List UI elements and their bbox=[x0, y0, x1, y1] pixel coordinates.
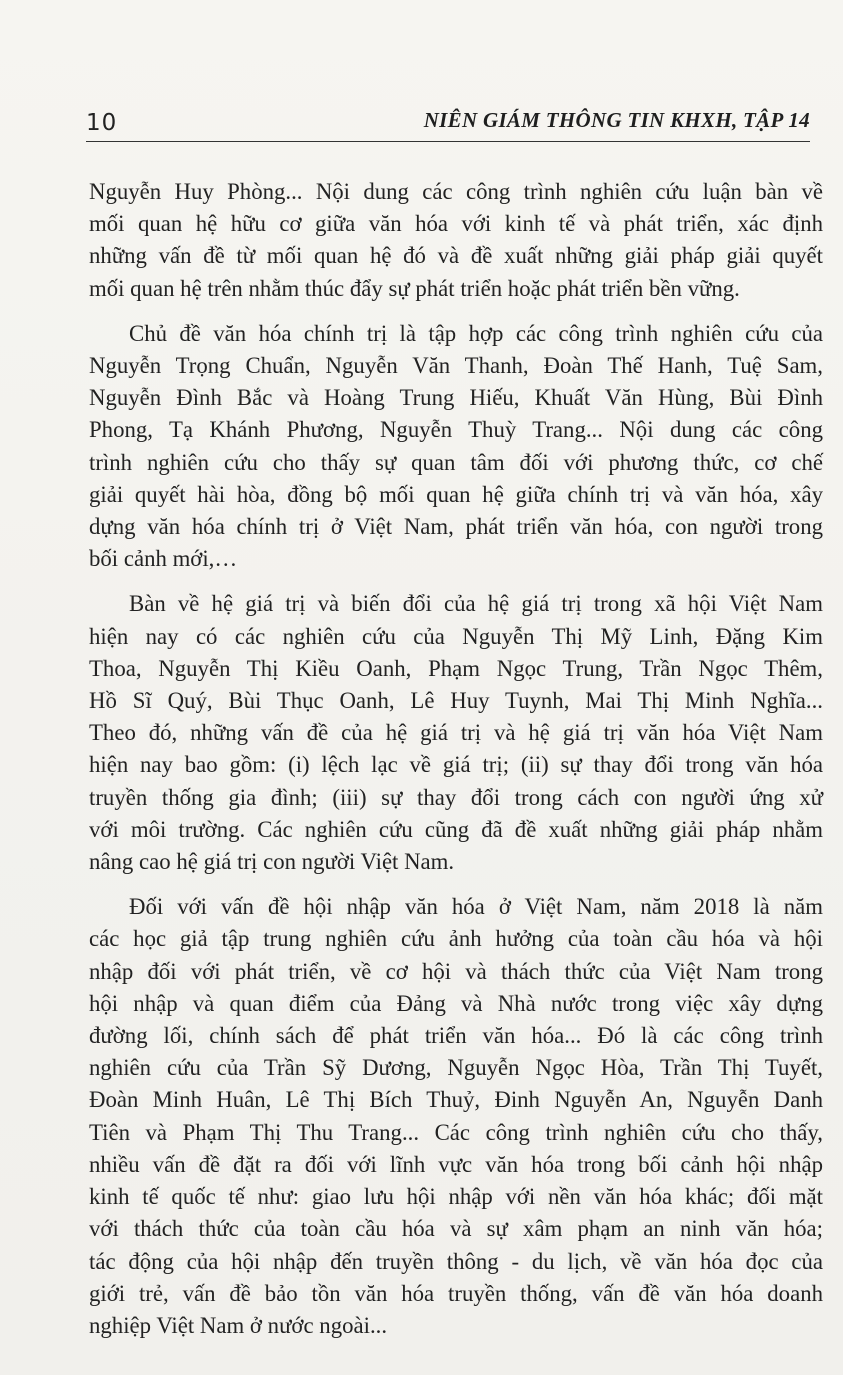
page-header bbox=[86, 104, 810, 144]
header-rule bbox=[86, 141, 810, 142]
text-line: nâng cao hệ giá trị con người Việt Nam. bbox=[89, 849, 455, 875]
text-line: những vấn đề từ mối quan hệ đó và đề xuất những giải pháp giải quyết bbox=[89, 243, 823, 269]
text-line: Nguyễn Đình Bắc và Hoàng Trung Hiếu, Khuất Văn Hùng, Bùi Đình bbox=[89, 385, 823, 411]
text-line: Theo đó, những vấn đề của hệ giá trị và hệ giá trị văn hóa Việt Nam bbox=[89, 720, 823, 746]
text-line: bối cảnh mới,… bbox=[89, 546, 238, 572]
text-line: giải quyết hài hòa, đồng bộ mối quan hệ giữa chính trị và văn hóa, xây bbox=[89, 481, 823, 507]
paragraph-3 bbox=[89, 588, 823, 878]
text-line: các học giả tập trung nghiên cứu ảnh hưởng của toàn cầu hóa và hội bbox=[89, 926, 823, 952]
text-line: nhiều vấn đề đặt ra đối với lĩnh vực văn hóa trong bối cảnh hội nhập bbox=[89, 1151, 823, 1177]
text-line: Đoàn Minh Huân, Lê Thị Bích Thuỷ, Đinh Nguyễn An, Nguyễn Danh bbox=[89, 1087, 823, 1113]
text-line: Thoa, Nguyễn Thị Kiều Oanh, Phạm Ngọc Trung, Trần Ngọc Thêm, bbox=[89, 655, 823, 681]
text-line: kinh tế quốc tế như: giao lưu hội nhập với nền văn hóa khác; đối mặt bbox=[89, 1184, 823, 1210]
body-text bbox=[89, 176, 823, 1342]
text-line: Đối với vấn đề hội nhập văn hóa ở Việt Nam, năm 2018 là năm bbox=[129, 894, 823, 920]
text-line: Bàn về hệ giá trị và biến đổi của hệ giá trị trong xã hội Việt Nam bbox=[129, 591, 823, 617]
text-line: mối quan hệ trên nhằm thúc đẩy sự phát triển hoặc phát triển bền vững. bbox=[89, 275, 740, 301]
text-line: Chủ đề văn hóa chính trị là tập hợp các công trình nghiên cứu của bbox=[129, 320, 823, 346]
text-line: hội nhập và quan điểm của Đảng và Nhà nước trong việc xây dựng bbox=[89, 990, 823, 1016]
text-line: trình nghiên cứu cho thấy sự quan tâm đối với phương thức, cơ chế bbox=[89, 449, 823, 475]
text-line: truyền thống gia đình; (iii) sự thay đổi trong cách con người ứng xử bbox=[89, 784, 823, 810]
text-line: Nguyễn Trọng Chuẩn, Nguyễn Văn Thanh, Đoàn Thế Hanh, Tuệ Sam, bbox=[89, 353, 823, 379]
text-line: Phong, Tạ Khánh Phương, Nguyễn Thuỳ Trang... Nội dung các công bbox=[89, 417, 823, 443]
paragraph-1 bbox=[89, 176, 823, 305]
text-line: nghiệp Việt Nam ở nước ngoài... bbox=[89, 1312, 388, 1338]
paragraph-4 bbox=[89, 891, 823, 1342]
text-line: Hồ Sĩ Quý, Bùi Thục Oanh, Lê Huy Tuynh, Mai Thị Minh Nghĩa... bbox=[89, 688, 823, 714]
text-line: nghiên cứu của Trần Sỹ Dương, Nguyễn Ngọc Hòa, Trần Thị Tuyết, bbox=[89, 1055, 823, 1081]
text-line: giới trẻ, vấn đề bảo tồn văn hóa truyền thống, vấn đề văn hóa doanh bbox=[89, 1280, 823, 1306]
text-line: hiện nay bao gồm: (i) lệch lạc về giá trị; (ii) sự thay đổi trong văn hóa bbox=[89, 752, 823, 778]
text-line: nhập đối với phát triển, về cơ hội và thách thức của Việt Nam trong bbox=[89, 958, 823, 984]
text-line: với thách thức của toàn cầu hóa và sự xâm phạm an ninh văn hóa; bbox=[89, 1216, 823, 1242]
page-number: 10 bbox=[86, 110, 118, 136]
text-line: tác động của hội nhập đến truyền thông - du lịch, về văn hóa đọc của bbox=[89, 1248, 823, 1274]
text-line: Tiên và Phạm Thị Thu Trang... Các công trình nghiên cứu cho thấy, bbox=[89, 1119, 823, 1145]
text-line: Nguyễn Huy Phòng... Nội dung các công trình nghiên cứu luận bàn về bbox=[89, 179, 823, 204]
text-line: mối quan hệ hữu cơ giữa văn hóa với kinh tế và phát triển, xác định bbox=[89, 211, 823, 237]
text-line: dựng văn hóa chính trị ở Việt Nam, phát triển văn hóa, con người trong bbox=[89, 514, 823, 540]
running-title: NIÊN GIÁM THÔNG TIN KHXH, TẬP 14 bbox=[423, 108, 810, 132]
paragraph-2 bbox=[89, 318, 823, 576]
text-line: với môi trường. Các nghiên cứu cũng đã đề xuất những giải pháp nhằm bbox=[89, 816, 823, 842]
text-line: đường lối, chính sách để phát triển văn hóa... Đó là các công trình bbox=[89, 1023, 823, 1049]
text-line: hiện nay có các nghiên cứu của Nguyễn Thị Mỹ Linh, Đặng Kim bbox=[89, 623, 823, 649]
